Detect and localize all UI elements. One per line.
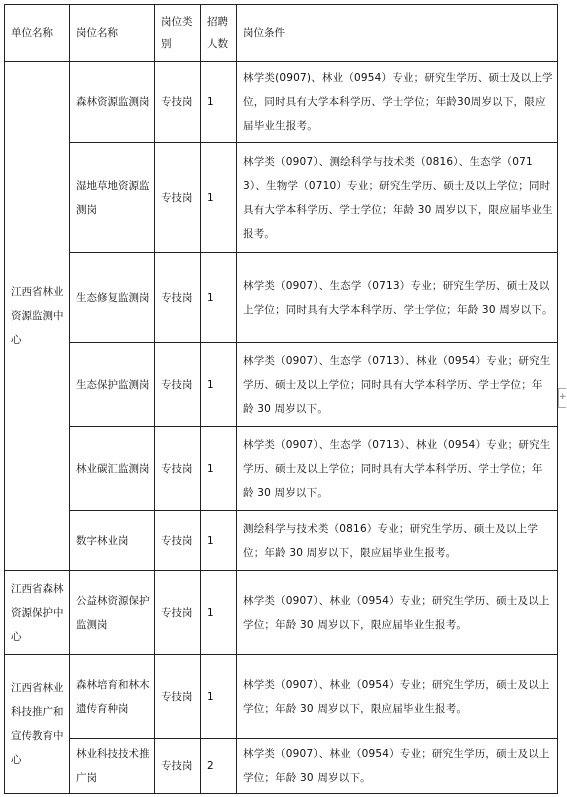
unit-name: 江西省林业资源监测中心 — [5, 62, 70, 571]
position-name: 湿地草地资源监测岗 — [70, 143, 155, 253]
table-row — [5, 739, 558, 794]
header-unit: 单位名称 — [5, 5, 70, 62]
position-conditions: 林学类(0907)、林业（0954）专业；研究生学历、硕士及以上学位，同时具有大学本科学历、学士学位；年龄30周岁以下，限应届毕业生报考。 — [237, 62, 558, 143]
position-type: 专技岗 — [155, 253, 201, 343]
position-conditions: 林学类（0907）、测绘科学与技术类（0816）、生态学（0713）、生物学（0710）专业；研究生学历、硕士及以上学位；同时具有大学本科学历、学士学位；年龄 30 周岁以下，限应届毕业生报考。 — [237, 143, 558, 253]
hire-count: 1 — [201, 343, 237, 427]
position-name: 森林资源监测岗 — [70, 62, 155, 143]
hire-count: 1 — [201, 511, 237, 571]
table-row — [5, 511, 558, 571]
hire-count: 1 — [201, 655, 237, 739]
position-name: 林业科技技术推广岗 — [70, 739, 155, 794]
table-row — [5, 253, 558, 343]
unit-name: 江西省林业科技推广和宣传教育中心 — [5, 655, 70, 794]
position-conditions: 测绘科学与技术类（0816）专业；研究生学历、硕士及以上学位；年龄 30 周岁以下，限应届毕业生报考。 — [237, 511, 558, 571]
position-name: 公益林资源保护监测岗 — [70, 571, 155, 655]
position-name: 生态修复监测岗 — [70, 253, 155, 343]
position-type: 专技岗 — [155, 427, 201, 511]
header-count: 招聘人数 — [201, 5, 237, 62]
position-conditions: 林学类（0907）、生态学（0713）、林业（0954）专业；研究生学历、硕士及以上学位；同时具有大学本科学历、学士学位；年龄 30 周岁以下。 — [237, 427, 558, 511]
position-type: 专技岗 — [155, 655, 201, 739]
table-header-row — [5, 5, 558, 62]
unit-name: 江西省森林资源保护中心 — [5, 571, 70, 655]
position-type: 专技岗 — [155, 511, 201, 571]
hire-count: 1 — [201, 427, 237, 511]
position-type: 专技岗 — [155, 62, 201, 143]
hire-count: 1 — [201, 571, 237, 655]
hire-count: 1 — [201, 253, 237, 343]
position-conditions: 林学类（0907）、林业（0954）专业；研究生学历、硕士及以上学位；年龄 30 周岁以下，限应届毕业生报考。 — [237, 571, 558, 655]
position-name: 森林培育和林木遗传育种岗 — [70, 655, 155, 739]
table-row — [5, 62, 558, 143]
position-type: 专技岗 — [155, 571, 201, 655]
position-conditions: 林学类（0907）、林业（0954）专业；研究生学历，硕士及以上学位；年龄 30 周岁以下，限应届毕业生报考。 — [237, 655, 558, 739]
add-row-handle[interactable]: + — [558, 388, 566, 408]
position-name: 林业碳汇监测岗 — [70, 427, 155, 511]
table-row — [5, 655, 558, 739]
header-position: 岗位名称 — [70, 5, 155, 62]
hire-count: 1 — [201, 143, 237, 253]
position-conditions: 林学类（0907）、生态学（0713）专业；研究生学历、硕士及以上学位；同时具有大学本科学历、学士学位；年龄 30 周岁以下。 — [237, 253, 558, 343]
position-conditions: 林学类（0907）、林业（0954）专业；研究生学历，硕士及以上学位；年龄 30 周岁以下。 — [237, 739, 558, 794]
table-row — [5, 143, 558, 253]
position-type: 专技岗 — [155, 343, 201, 427]
table-row — [5, 571, 558, 655]
hire-count: 2 — [201, 739, 237, 794]
hire-count: 1 — [201, 62, 237, 143]
position-name: 数字林业岗 — [70, 511, 155, 571]
position-type: 专技岗 — [155, 739, 201, 794]
header-conditions: 岗位条件 — [237, 5, 558, 62]
recruitment-table — [4, 4, 558, 794]
position-conditions: 林学类（0907）、生态学（0713）、林业（0954）专业；研究生学历、硕士及以上学位；同时具有大学本科学历、学士学位；年龄 30 周岁以下。 — [237, 343, 558, 427]
position-type: 专技岗 — [155, 143, 201, 253]
header-type: 岗位类别 — [155, 5, 201, 62]
table-row — [5, 343, 558, 427]
position-name: 生态保护监测岗 — [70, 343, 155, 427]
table-row — [5, 427, 558, 511]
